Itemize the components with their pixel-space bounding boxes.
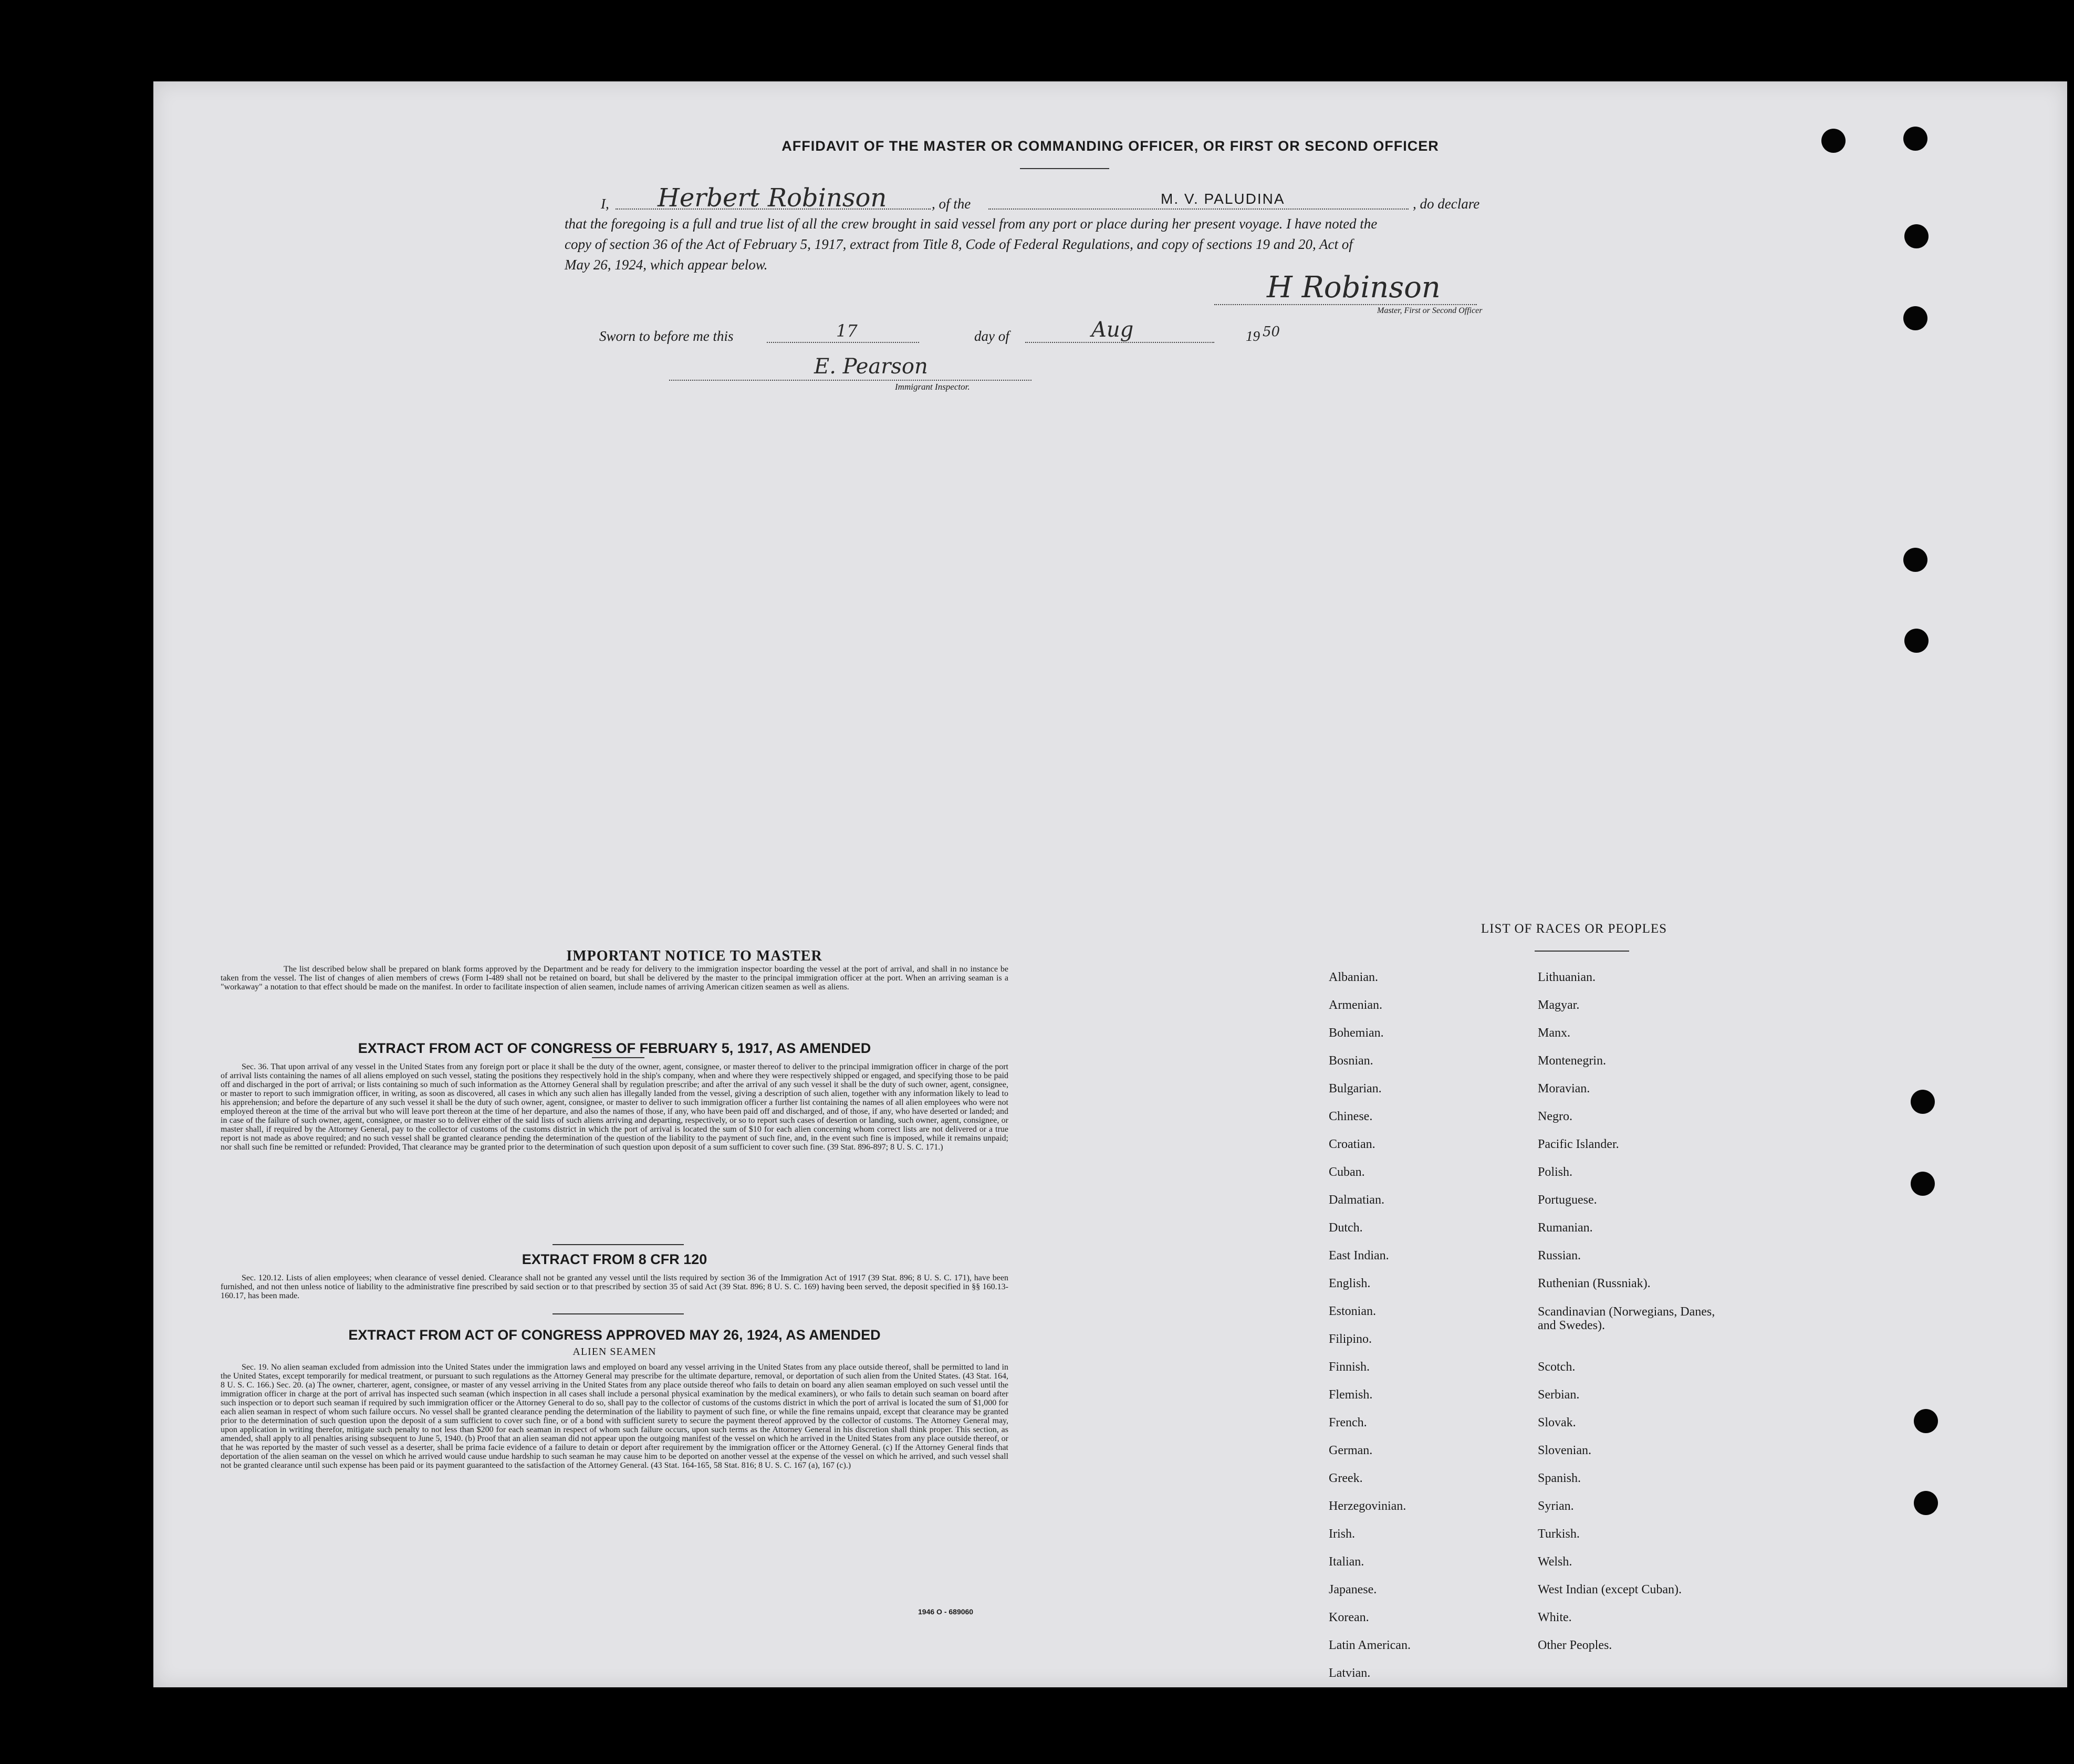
- list-item: Scandinavian (Norwegians, Danes, and Swedes).: [1538, 1305, 1715, 1332]
- races-rule: [1535, 951, 1629, 952]
- title-rule: [1020, 168, 1109, 169]
- list-item: Estonian.: [1329, 1304, 1376, 1318]
- list-item: Other Peoples.: [1538, 1638, 1612, 1652]
- notice-title: IMPORTANT NOTICE TO MASTER: [566, 948, 822, 964]
- list-item: Irish.: [1329, 1527, 1355, 1541]
- extract-cfr-body: Sec. 120.12. Lists of alien employees; when clearance of vessel denied. Clearance shall not be granted any vessel until the lists required by section 36 of the Immigration Act of 1917 (39 Stat. 896; 8 U. S. C. 171), have been furnished, and not then unless notice of liability to the administrative fine prescribed by said section or to that prescribed by section 35 of said Act (39 Stat. 896; 8 U. S. C. 169) having been served, the deposit specified in §§ 160.13-160.17, has been made.: [221, 1274, 1008, 1300]
- inspector-caption: Immigrant Inspector.: [895, 382, 970, 392]
- sworn-month-line: [1025, 342, 1214, 343]
- list-item: Greek.: [1329, 1471, 1363, 1485]
- list-item: English.: [1329, 1277, 1371, 1290]
- extract-1917-body: Sec. 36. That upon arrival of any vessel in the United States from any foreign port or place it shall be the duty of the owner, agent, consignee, or master thereof to deliver to the principal immigration officer in charge of the port of arrival lists containing the names of all aliens employed on such vessel, stating the positions they respectively hold in the ship's company, when and where they were respectively shipped or engaged, and specifying those to be paid off and discharged in the port of arrival; or lists containing so much of such information as the Attorney General shall by regulation prescribe; and after the arrival of any such vessel it shall be the duty of such owner, agent, consignee, or master to report to such immigration officer, in writing, as soon as discovered, all cases in which any such alien has illegally landed from the vessel, giving a description of such alien, together with any information likely to lead to his apprehension; and before the departure of any such vessel it shall be the duty of such owner, agent, consignee, or master to deliver to such immigration officer a further list containing the names of all alien employees who were not employed thereon at the time of the arrival but who will leave port thereon at the time of her departure, and also the names of those, if any, who have been paid off and discharged, and of those, if any, who have deserted or landed; and in case of the failure of such owner, agent, consignee, or master so to deliver either of the said lists of such aliens arriving and departing, respectively, or so to report such cases of desertion or landing, such owner, agent, consignee, or master shall, if required by the Attorney General, pay to the collector of customs of the customs district in which the port of arrival is located the sum of $10 for each alien concerning whom correct lists are not delivered or a true report is not made as above required; and no such vessel shall be granted clearance pending the determination of the question of the liability to the payment of such fine, and, in the event such fine is imposed, while it remains unpaid; nor shall such fine be remitted or refunded: Provided, That clearance may be granted prior to the determination of such question upon deposit of a sum sufficient to cover such fine. (39 Stat. 896-897; 8 U. S. C. 171.): [221, 1062, 1008, 1152]
- notice-body: The list described below shall be prepared on blank forms approved by the Department and be ready for delivery to the immigration inspector boarding the vessel at the port of arrival, and shall in no instance be taken from the vessel. The list of changes of alien members of crews (Form I-489 shall not be retained on board, but shall be delivered by the master to the principal immigration officer at the port. When an arriving seaman is a "workaway" a notation to that effect should be made on the manifest. In order to facilitate inspection of alien seamen, include names of arriving American citizen seamen as well as aliens.: [221, 965, 1008, 991]
- list-item: Welsh.: [1538, 1555, 1572, 1569]
- races-title: LIST OF RACES OR PEOPLES: [1481, 922, 1667, 936]
- list-item: Slovak.: [1538, 1416, 1576, 1429]
- list-item: Portuguese.: [1538, 1193, 1597, 1207]
- i-label: I,: [601, 196, 609, 212]
- list-item: Serbian.: [1538, 1388, 1580, 1402]
- list-item: Bosnian.: [1329, 1054, 1373, 1068]
- list-item: Chinese.: [1329, 1110, 1373, 1123]
- punch-hole: [1914, 1409, 1938, 1433]
- punch-hole: [1904, 629, 1929, 653]
- extract-1924-body: Sec. 19. No alien seaman excluded from admission into the United States under the immigration laws and employed on board any vessel arriving in the United States from any place outside thereof, shall be permitted to land in the United States, except temporarily for medical treatment, or pursuant to such regulations as the Attorney General may prescribe for the ultimate departure, removal, or deportation of such alien from the United States. (43 Stat. 164, 8 U. S. C. 166.) Sec. 20. (a) The owner, charterer, agent, consignee, or master of any vessel arriving in the United States from any place outside thereof who fails to detain on board any alien seaman employed on such vessel until the immigration officer in charge at the port of arrival has inspected such seaman (which inspection in all cases shall include a personal physical examination by the medical examiners), or who fails to detain such seaman on board after such inspection or to deport such seaman if required by such immigration officer or the Attorney General to do so, shall pay to the collector of customs of the customs district in which the port of arrival is located the sum of $1,000 for each alien seaman in respect of whom such failure occurs. No vessel shall be granted clearance pending the determination of the liability to payment of such fine, or while the fine remains unpaid, except that clearance may be granted prior to the determination of such question upon the deposit of a sum sufficient to cover such fine, or of a bond with sufficient surety to secure the payment thereof approved by the collector of customs. The Attorney General may, upon application in writing therefor, mitigate such penalty to not less than $200 for each seaman in respect of whom such failure occurs, upon such terms as the Attorney General in his discretion shall think proper. This section, as amended, shall apply to all penalties arising subsequent to June 5, 1940. (b) Proof that an alien seaman did not appear upon the outgoing manifest of the vessel on which he arrived in the United States from any place outside thereof, or that he was reported by the master of such vessel as a deserter, shall be prima facie evidence of a failure to detain or deport after requirement by the immigration officer or the Attorney General. (c) If the Attorney General finds that deportation of the alien seaman on the vessel on which he arrived would cause undue hardship to such seaman he may cause him to be deported on another vessel at the expense of the vessel on which he arrived, and such vessel shall not be granted clearance until such expense has been paid or its payment guaranteed to the satisfaction of the Attorney General. (43 Stat. 164-165, 58 Stat. 816; 8 U. S. C. 167 (a), 167 (c).): [221, 1363, 1008, 1470]
- inspector-signature: E. Pearson: [814, 354, 928, 379]
- list-item: Ruthenian (Russniak).: [1538, 1277, 1651, 1290]
- list-item: Bulgarian.: [1329, 1082, 1382, 1095]
- master-signature: H Robinson: [1267, 270, 1441, 305]
- affidavit-title: AFFIDAVIT OF THE MASTER OR COMMANDING OFFICER, OR FIRST OR SECOND OFFICER: [781, 138, 1439, 154]
- affidavit-line-3: copy of section 36 of the Act of February 5, 1917, extract from Title 8, Code of Federal Regulations, and copy of sections 19 and 20, Act of: [565, 236, 1353, 252]
- list-item: East Indian.: [1329, 1249, 1389, 1262]
- document-page: [153, 81, 2067, 1687]
- list-item: Latin American.: [1329, 1638, 1411, 1652]
- punch-hole: [1914, 1491, 1938, 1515]
- extract-1917-rule: [592, 1057, 644, 1058]
- vessel-line: [988, 208, 1409, 210]
- vessel-name: M. V. PALUDINA: [1161, 191, 1285, 207]
- races-column-1: [1329, 964, 1411, 1687]
- year-suffix: 50: [1263, 324, 1280, 340]
- sworn-day-line: [767, 342, 919, 343]
- extract-1924-title: EXTRACT FROM ACT OF CONGRESS APPROVED MAY 26, 1924, AS AMENDED: [348, 1327, 881, 1343]
- list-item: Latvian.: [1329, 1666, 1371, 1680]
- sworn-month: Aug: [1091, 318, 1134, 342]
- list-item: Albanian.: [1329, 970, 1378, 984]
- do-declare-label: , do declare: [1413, 196, 1480, 212]
- punch-hole: [1911, 1172, 1935, 1196]
- extract-cfr-top-rule: [553, 1244, 684, 1245]
- extract-1924-subtitle: ALIEN SEAMEN: [572, 1346, 656, 1358]
- list-item: Armenian.: [1329, 998, 1382, 1012]
- signature-line: [1214, 304, 1477, 305]
- list-item: Italian.: [1329, 1555, 1364, 1569]
- list-item: Slovenian.: [1538, 1444, 1591, 1457]
- inspector-line: [669, 380, 1031, 381]
- list-item: Bohemian.: [1329, 1026, 1384, 1040]
- list-item: Russian.: [1538, 1249, 1581, 1262]
- of-the-label: , of the: [932, 196, 971, 212]
- list-item: Filipino.: [1329, 1332, 1372, 1346]
- list-item: Moravian.: [1538, 1082, 1590, 1095]
- list-item: Spanish.: [1538, 1471, 1581, 1485]
- extract-1917-title: EXTRACT FROM ACT OF CONGRESS OF FEBRUARY 5, 1917, AS AMENDED: [358, 1040, 871, 1056]
- punch-hole: [1903, 306, 1927, 330]
- list-item: Korean.: [1329, 1611, 1369, 1624]
- list-item: Montenegrin.: [1538, 1054, 1606, 1068]
- list-item: Dutch.: [1329, 1221, 1363, 1235]
- sworn-day: 17: [836, 321, 858, 341]
- list-item: Polish.: [1538, 1165, 1573, 1179]
- races-column-2: [1538, 964, 1727, 1659]
- list-item: Negro.: [1538, 1110, 1572, 1123]
- extract-1924-top-rule: [553, 1313, 684, 1314]
- list-item: Herzegovinian.: [1329, 1499, 1406, 1513]
- list-item: French.: [1329, 1416, 1367, 1429]
- year-prefix: 19: [1246, 328, 1260, 344]
- signature-caption: Master, First or Second Officer: [1377, 306, 1483, 315]
- list-item: German.: [1329, 1444, 1373, 1457]
- print-code: 1946 O - 689060: [918, 1608, 974, 1616]
- punch-hole: [1904, 224, 1929, 248]
- affidavit-line-4: May 26, 1924, which appear below.: [565, 257, 768, 273]
- list-item: Dalmatian.: [1329, 1193, 1384, 1207]
- list-item: Rumanian.: [1538, 1221, 1593, 1235]
- sworn-label: Sworn to before me this: [599, 328, 734, 344]
- punch-hole: [1911, 1090, 1935, 1114]
- punch-hole: [1903, 548, 1927, 572]
- list-item: White.: [1538, 1611, 1572, 1624]
- list-item: Turkish.: [1538, 1527, 1580, 1541]
- list-item: Japanese.: [1329, 1583, 1377, 1596]
- list-item: Scotch.: [1538, 1360, 1576, 1374]
- list-item: West Indian (except Cuban).: [1538, 1583, 1682, 1596]
- list-item: Flemish.: [1329, 1388, 1373, 1402]
- list-item: Cuban.: [1329, 1165, 1365, 1179]
- list-item: Syrian.: [1538, 1499, 1574, 1513]
- extract-cfr-title: EXTRACT FROM 8 CFR 120: [522, 1251, 707, 1267]
- list-item: Manx.: [1538, 1026, 1570, 1040]
- list-item: Finnish.: [1329, 1360, 1370, 1374]
- master-name: Herbert Robinson: [658, 183, 887, 213]
- day-of-label: day of: [974, 328, 1009, 344]
- list-item: Lithuanian.: [1538, 970, 1596, 984]
- list-item: Pacific Islander.: [1538, 1137, 1619, 1151]
- affidavit-line-2: that the foregoing is a full and true list of all the crew brought in said vessel from any port or place during her present voyage. I have noted the: [565, 216, 1378, 232]
- list-item: Magyar.: [1538, 998, 1580, 1012]
- list-item: Croatian.: [1329, 1137, 1375, 1151]
